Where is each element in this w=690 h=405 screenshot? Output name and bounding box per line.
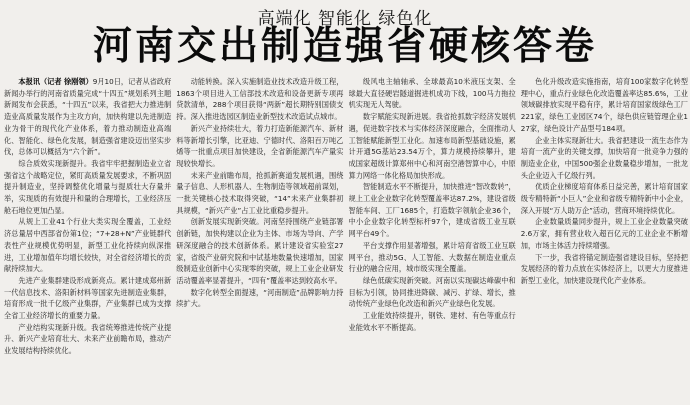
paragraph: 创新发展实现新突破。河南坚持围绕产业链部署创新链，加快构建以企业为主体、市场为导向、产学研深度融合的技术创新体系。累计建设省实验室27家，省级产业研究院和中试基地数量快速增加，国家级制造业创新中心实现零的突破，规上工业企业研发活动覆盖率显著提升，“四有”覆盖率达到较高水平。 <box>176 217 344 285</box>
paragraph: 级风电主轴轴承、全球最高10米液压支架、全球最大直径硬岩隧道掘进机成功下线，100马力拖拉机实现无人驾驶。 <box>348 77 516 110</box>
paragraph: 智能制造水平不断提升，加快推进“智改数转”，规上工业企业数字化转型覆盖率达87.2%，建设省级智能车间、工厂1685个，打造数字领航企业36个，中小企业数字化转型标杆97个，建成省级工业互联网平台49个。 <box>348 182 516 239</box>
paragraph: 未来产业前瞻布局，抢抓新赛道发展机遇，围绕量子信息、人形机器人、生物制造等领域超前谋划，一批关键核心技术取得突破，“14”未来产业集群初具规模，“新兴产业”占工业比重稳步提升。 <box>176 170 344 215</box>
paragraph: 工业能效持续提升，钢铁、建材、有色等重点行业能效水平不断提高。 <box>348 311 516 332</box>
article-body <box>4 76 688 402</box>
paragraph: 从规上工业41个行业大类实现全覆盖，工业经济总量居中西部省份第1位；“7+28+N”产业链群代表性产业规模优势明显，新型工业化持续向纵深推进，工业增加值年均增长较快，对全省经济增长的贡献持续加大。 <box>4 217 172 274</box>
paragraph: 动能转换。深入实施制造业技术改造升级工程，1863个项目进入工信部技术改造和设备更新专项再贷款清单，288个项目获得“两新”超长期特别国债支持。深入推进选园区制造业新型技术改造试点城市。 <box>176 77 344 122</box>
paragraph: 产业结构实现新升级。我省统筹推进传统产业提升、新兴产业培育壮大、未来产业前瞻布局，推动产业发展结构持续优化。 <box>4 322 172 356</box>
paragraph: 优质企业梯度培育体系日益完善，累计培育国家级专精特新“小巨人”企业和省级专精特新中小企业，深入开展“万人助万企”活动，营商环境持续优化。 <box>520 182 688 215</box>
article-subtitle: 高端化 智能化 绿色化 <box>257 9 433 29</box>
paragraph: 下一步，我省将锚定制造强省建设目标，坚持把发展经济的着力点放在实体经济上，以更大力度推进新型工业化，加快建设现代化产业体系。 <box>520 252 688 285</box>
paragraph: 绿色低碳实现新突破。河南以实现碳达峰碳中和目标为引领，协同推进降碳、减污、扩绿、增长，推动传统产业绿色化改造和新兴产业绿色化发展。 <box>348 275 516 309</box>
paragraph: 色化升级改造实施指南，培育100家数字化转型理中心，重点行业绿色化改造覆盖率达85.6%，工业领域碳排放实现平稳有序，累计培育国家级绿色工厂221家，绿色工业园区74个，绿色供应链管理企业127家，绿色设计产品型号184项。 <box>520 77 688 133</box>
paragraph: 数字化转型全面提速，“河南制造”品牌影响力持续扩大。 <box>176 287 344 309</box>
article-column-3 <box>349 76 516 402</box>
byline: 本报讯（记者 徐刚领） <box>18 77 93 86</box>
article-headline: 河南交出制造强省硬核答卷 <box>92 24 597 69</box>
paragraph: 先进产业集群建设形成新亮点。累计建成郑州新一代信息技术、洛阳新材料等国家先进制造业集群，培育形成一批千亿级产业集群，产业集群已成为支撑全省工业经济增长的重要力量。 <box>4 275 172 321</box>
article-column-4 <box>521 76 688 402</box>
lead-paragraph <box>4 76 171 158</box>
article-column-1 <box>4 76 171 402</box>
paragraph: 企业数量质量同步提升，规上工业企业数量突破2.6万家，拥有营业收入超百亿元的工业企业不断增加，市场主体活力持续增强。 <box>520 217 688 250</box>
paragraph: 平台支撑作用显著增强，累计培育省级工业互联网平台，推动5G、人工智能、大数据在制造业重点行业的融合应用，城市级实现全覆盖。 <box>348 240 516 274</box>
paragraph: 企业主体实现新壮大。我省把建设一流生态作为培育一流产业的关键支撑，加快培育一批竞争力强的制造业企业，中国500强企业数量稳步增加，一批龙头企业迈入千亿级行列。 <box>520 135 688 180</box>
article-column-2 <box>176 76 343 402</box>
paragraph: 数字赋能实现新进展。我省抢抓数字经济发展机遇，促进数字技术与实体经济深度融合，全面推动人工智能赋能新型工业化。加速布局新型基础设施，累计开通5G基站23.54万个，算力规模持续攀升，建成国家超级计算郑州中心和河南空港智算中心，中原算力网络一体化格局加快形成。 <box>348 112 516 180</box>
paragraph: 新兴产业持续壮大，着力打造新能源汽车、新材料等新增长引擎，比亚迪、宁德时代、洛阳百万吨乙烯等一批重点项目加快建设，全省新能源汽车产量实现较快增长。 <box>176 123 344 168</box>
paragraph-text: 9月10日，记者从省政府新闻办举行的河南省质量完成“十四五”规划系列主题新闻发布会获悉，“十四五”以来，我省把大力推进制造业高质量发展作为主攻方向，加快构建以先进制造业为骨干的现代化产业体系，着力推动制造业高端化、智能化、绿色化发展，制造强省建设迈出坚实步伐，总体可以概括为“六个新”。 <box>4 77 172 157</box>
paragraph: 综合质效实现新提升。我省牢牢把握制造业立省强省这个战略定位，紧盯高质量发展要求，不断巩固提升制造业，坚持调整优化增量与提质壮大存量并举，实现质的有效提升和量的合理增长，工业经济压舱石地位更加凸显。 <box>4 158 172 215</box>
